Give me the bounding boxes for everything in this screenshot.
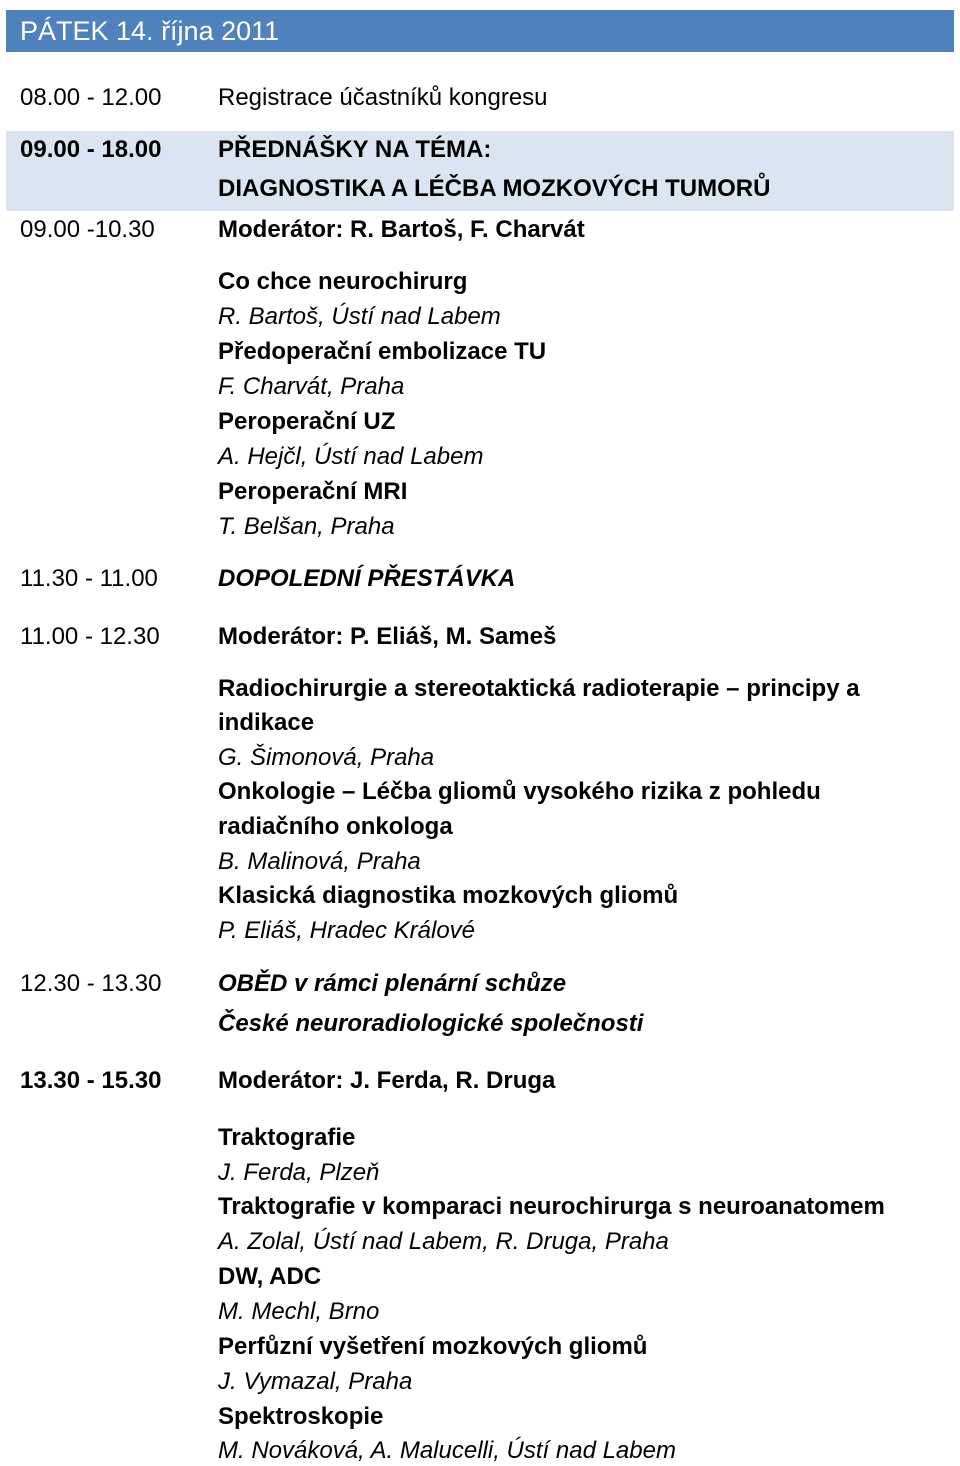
talk-author: P. Eliáš, Hradec Králové bbox=[218, 917, 476, 944]
moderator-line: Moderátor: R. Bartoš, F. Charvát bbox=[218, 216, 585, 243]
talk-author: R. Bartoš, Ústí nad Labem bbox=[218, 303, 501, 330]
talk-author: B. Malinová, Praha bbox=[218, 848, 421, 875]
talk-title: indikace bbox=[218, 709, 315, 736]
talk-title: Traktografie v komparaci neurochirurga s neuroanatomem bbox=[218, 1193, 885, 1220]
talk-title: DW, ADC bbox=[218, 1263, 322, 1290]
talk-title: Traktografie bbox=[218, 1124, 356, 1151]
time-slot: 09.00 - 18.00 bbox=[20, 136, 162, 163]
talk-author: F. Charvát, Praha bbox=[218, 373, 405, 400]
talk-title: Klasická diagnostika mozkových gliomů bbox=[218, 882, 679, 909]
talk-title: Radiochirurgie a stereotaktická radioterapie – principy a bbox=[218, 675, 860, 702]
talk-title: Perfůzní vyšetření mozkových gliomů bbox=[218, 1333, 648, 1360]
time-slot: 11.00 - 12.30 bbox=[20, 623, 160, 650]
page-title: PÁTEK 14. října 2011 bbox=[20, 16, 280, 46]
talk-title: Předoperační embolizace TU bbox=[218, 338, 547, 365]
break-label: DOPOLEDNÍ PŘESTÁVKA bbox=[218, 565, 516, 592]
session-heading: PŘEDNÁŠKY NA TÉMA: bbox=[218, 136, 492, 163]
talk-title: Onkologie – Léčba gliomů vysokého rizika z pohledu bbox=[218, 778, 821, 805]
time-slot: 08.00 - 12.00 bbox=[20, 84, 162, 111]
time-slot: 11.30 - 11.00 bbox=[20, 565, 158, 592]
talk-title: Peroperační MRI bbox=[218, 478, 408, 505]
session-text: Registrace účastníků kongresu bbox=[218, 84, 548, 111]
time-slot: 12.30 - 13.30 bbox=[20, 970, 162, 997]
talk-author: J. Ferda, Plzeň bbox=[218, 1159, 380, 1186]
talk-author: G. Šimonová, Praha bbox=[218, 744, 435, 771]
lunch-label: České neuroradiologické společnosti bbox=[218, 1010, 644, 1037]
moderator-line: Moderátor: P. Eliáš, M. Sameš bbox=[218, 623, 557, 650]
talk-author: J. Vymazal, Praha bbox=[218, 1368, 413, 1395]
talk-author: M. Nováková, A. Malucelli, Ústí nad Labem bbox=[218, 1437, 676, 1464]
talk-author: A. Zolal, Ústí nad Labem, R. Druga, Praha bbox=[218, 1228, 669, 1255]
lunch-label: OBĚD v rámci plenární schůze bbox=[218, 970, 567, 997]
talk-author: M. Mechl, Brno bbox=[218, 1298, 380, 1325]
time-slot: 13.30 - 15.30 bbox=[20, 1067, 162, 1094]
time-slot: 09.00 -10.30 bbox=[20, 216, 155, 243]
talk-title: radiačního onkologa bbox=[218, 813, 453, 840]
talk-title: Spektroskopie bbox=[218, 1403, 384, 1430]
talk-title: Peroperační UZ bbox=[218, 408, 396, 435]
moderator-line: Moderátor: J. Ferda, R. Druga bbox=[218, 1067, 556, 1094]
talk-title: Co chce neurochirurg bbox=[218, 268, 468, 295]
session-heading: DIAGNOSTIKA A LÉČBA MOZKOVÝCH TUMORŮ bbox=[218, 175, 771, 202]
talk-author: T. Belšan, Praha bbox=[218, 513, 395, 540]
talk-author: A. Hejčl, Ústí nad Labem bbox=[218, 443, 484, 470]
